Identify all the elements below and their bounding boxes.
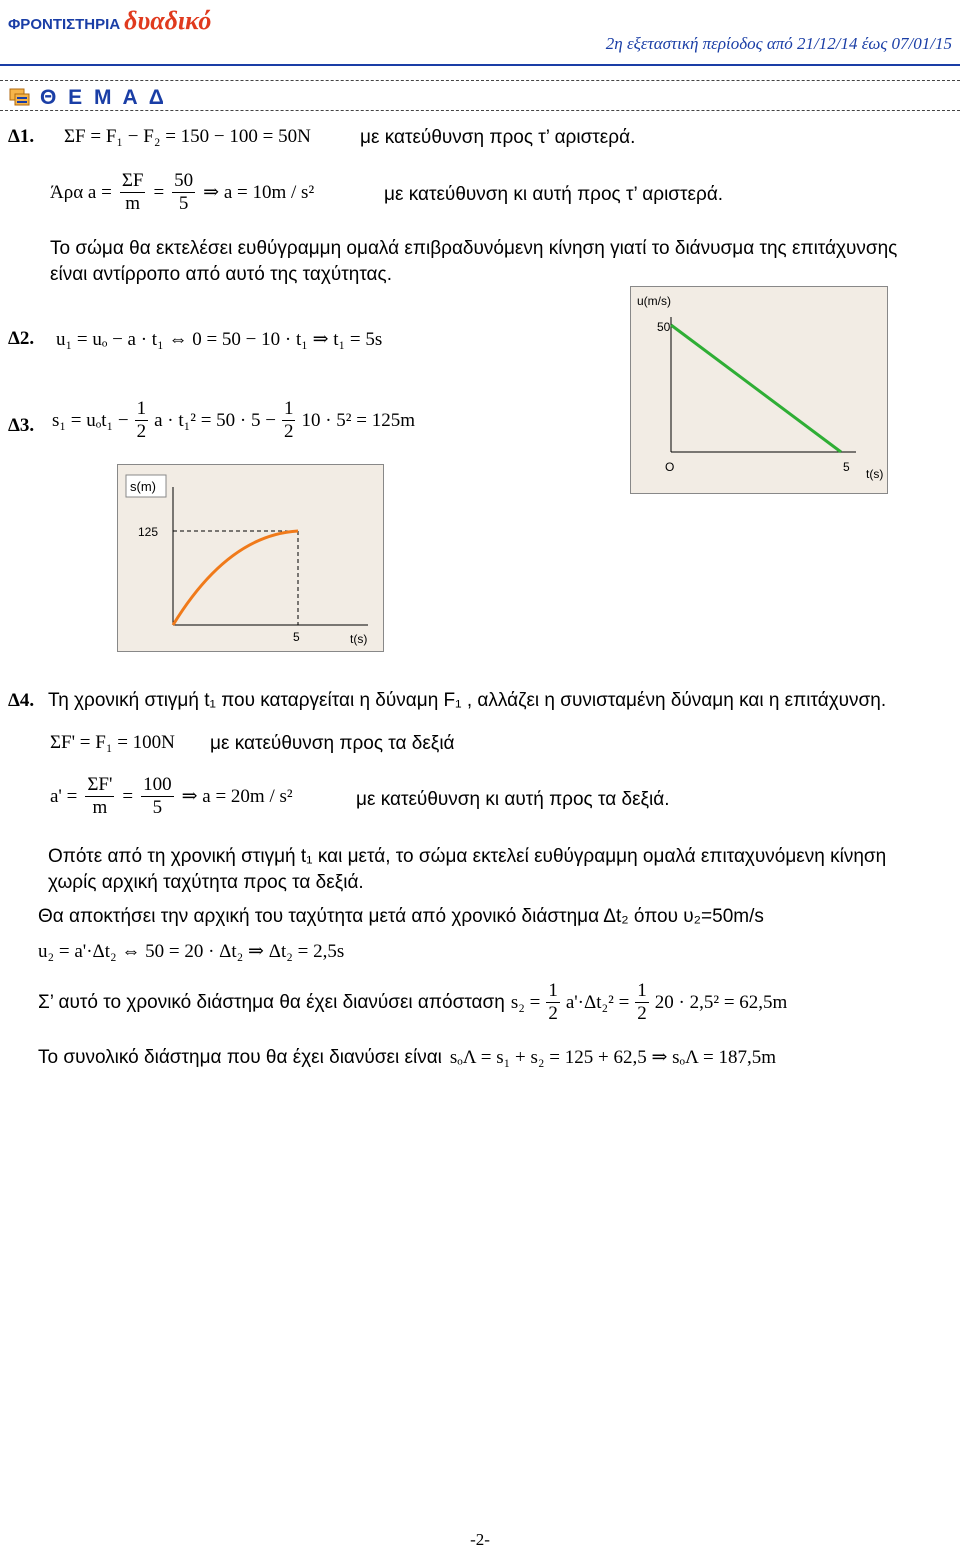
d4-total-text: Το συνολικό διάστημα που θα έχει διανύσει είναι	[38, 1046, 442, 1068]
d3-eq-c: 10 · 5² = 125m	[301, 409, 415, 431]
d4-total-equation: sₒΛ = s₁ + s₂ = 125 + 62,5 ⇒ sₒΛ = 187,5m	[449, 1047, 777, 1068]
d4-paragraph1-line1: Οπότε από τη χρονική στιγμή t₁ και μετά, το σώμα εκτελεί ευθύγραμμη ομαλά επιταχυνόμενη κίνηση	[48, 846, 887, 867]
d4-label: Δ4.	[8, 690, 35, 711]
d4-force-direction: με κατεύθυνση προς τα δεξιά	[210, 733, 455, 754]
d1-fraction-numeric	[172, 170, 195, 215]
brand-prefix: ΦΡΟΝΤΙΣΤΗΡΙΑ	[8, 16, 121, 33]
d3-eq-a: s₁ = uₒt₁ −	[52, 409, 129, 431]
velocity-time-graph	[630, 286, 888, 494]
d4-time-equation: u₂ = a'·Δt₂ ⇔ 50 = 20 · Δt₂ ⇒ Δt₂ = 2,5s	[38, 941, 345, 962]
d4-frac1-num: ΣF'	[87, 774, 113, 795]
section-divider-top	[0, 80, 960, 81]
d2-equation: u₁ = uₒ − a · t₁ ⇔ 0 = 50 − 10 · t₁ ⇒ t₁ = 5s	[56, 329, 383, 350]
d3-label: Δ3.	[8, 415, 35, 436]
section-icon	[9, 88, 31, 106]
d4-frac1-den: m	[92, 797, 108, 818]
d1-paragraph-line2: είναι αντίρροπο από αυτό της ταχύτητας.	[50, 264, 392, 285]
velocity-y-label: u(m/s)	[637, 294, 671, 308]
d4-distance-eq-b: a'·Δt₂² =	[565, 991, 630, 1013]
d1-ara: Άρα a =	[50, 181, 112, 203]
velocity-y-tick: 50	[657, 320, 671, 334]
header-rule	[0, 64, 960, 66]
d4-result: ⇒ a = 20m / s²	[181, 786, 293, 807]
d4-paragraph1-line2: χωρίς αρχική ταχύτητα προς τα δεξιά.	[48, 872, 364, 893]
d3-half-2	[282, 398, 296, 443]
d1-result: ⇒ a = 10m / s²	[203, 182, 315, 203]
position-y-tick: 125	[138, 525, 159, 539]
d3-equation	[52, 398, 415, 443]
d4-force-equation: ΣF' = F₁ = 100N	[50, 732, 175, 753]
d1-force-equation: ΣF = F₁ − F₂ = 150 − 100 = 50N	[64, 126, 311, 147]
d1-frac2-den: 5	[178, 193, 189, 214]
position-x-label: t(s)	[350, 632, 368, 646]
d3-half-den: 2	[136, 421, 147, 442]
page-number: -2-	[470, 1530, 490, 1549]
position-time-graph	[117, 464, 384, 652]
d1-result-direction: με κατεύθυνση κι αυτή προς τ’ αριστερά.	[384, 184, 724, 205]
d1-force-direction: με κατεύθυνση προς τ’ αριστερά.	[360, 127, 636, 148]
d4-half-num: 1	[548, 980, 558, 1001]
brand-logo	[8, 6, 211, 36]
d2-label: Δ2.	[8, 328, 35, 349]
d4-distance-eq-a: s₂ =	[510, 991, 541, 1013]
d1-fraction-symbolic	[120, 170, 146, 215]
d3-half2-num: 1	[283, 398, 294, 419]
d4-paragraph2: Θα αποκτήσει την αρχική του ταχύτητα μετά από χρονικό διάστημα Δt₂ όπου υ₂=50m/s	[38, 906, 764, 927]
velocity-x-label: t(s)	[866, 467, 884, 481]
d4-fraction-numeric	[141, 774, 174, 819]
d4-intro: Τη χρονική στιγμή t₁ που καταργείται η δύναμη F₁ , αλλάζει η συνισταμένη δύναμη και η επιτάχυνση.	[48, 690, 887, 711]
d1-frac1-num: ΣF	[121, 170, 144, 191]
d4-distance-half-1	[546, 980, 560, 1025]
d1-acceleration-equation: Άρα a = $\frac{\Sigma F}{m}$ = $\frac{50}{5}$ ⇒ a = 10m / s²	[50, 170, 315, 214]
d4-half2-den: 2	[637, 1003, 647, 1024]
section-title: Θ Ε Μ Α Δ	[40, 86, 167, 109]
d3-eq-b: a · t₁² = 50 · 5 −	[154, 409, 276, 431]
d4-acceleration-equation: a' = $\frac{\Sigma F'}{m}$ = $\frac{100}{5}$ ⇒ a = 20m / s²	[50, 774, 293, 818]
exam-period: 2η εξεταστική περίοδος από 21/12/14 έως 07/01/15	[605, 34, 952, 53]
velocity-origin-label: O	[665, 460, 675, 474]
d4-half-den: 2	[548, 1003, 558, 1024]
d3-half-1	[135, 398, 149, 443]
position-y-label: s(m)	[130, 479, 156, 494]
d1-frac1-den: m	[125, 193, 141, 214]
d3-half-num: 1	[136, 398, 147, 419]
d4-frac2-den: 5	[152, 797, 163, 818]
d4-distance-line	[38, 980, 787, 1025]
d1-paragraph-line1: Το σώμα θα εκτελέσει ευθύγραμμη ομαλά επιβραδυνόμενη κίνηση γιατί το διάνυσμα της επιτάχυνσης	[50, 238, 898, 259]
d4-half2-num: 1	[637, 980, 647, 1001]
d4-total-line	[38, 1046, 776, 1069]
section-divider-bottom	[0, 110, 960, 111]
d4-a-prime: a' =	[50, 785, 78, 807]
d1-label: Δ1.	[8, 126, 35, 147]
d4-frac2-num: 100	[143, 774, 172, 795]
d4-result-direction: με κατεύθυνση κι αυτή προς τα δεξιά.	[356, 789, 670, 810]
velocity-x-tick: 5	[843, 460, 850, 474]
d4-distance-eq-c: 20 · 2,5² = 62,5m	[654, 991, 788, 1013]
d1-frac2-num: 50	[174, 170, 194, 191]
d4-distance-half-2	[635, 980, 649, 1025]
d3-half2-den: 2	[283, 421, 294, 442]
d4-distance-text: Σ’ αυτό το χρονικό διάστημα θα έχει διανύσει απόσταση	[38, 991, 505, 1013]
position-x-tick: 5	[293, 630, 300, 644]
d4-fraction-symbolic	[85, 774, 114, 819]
brand-name: δυαδικό	[124, 6, 212, 35]
